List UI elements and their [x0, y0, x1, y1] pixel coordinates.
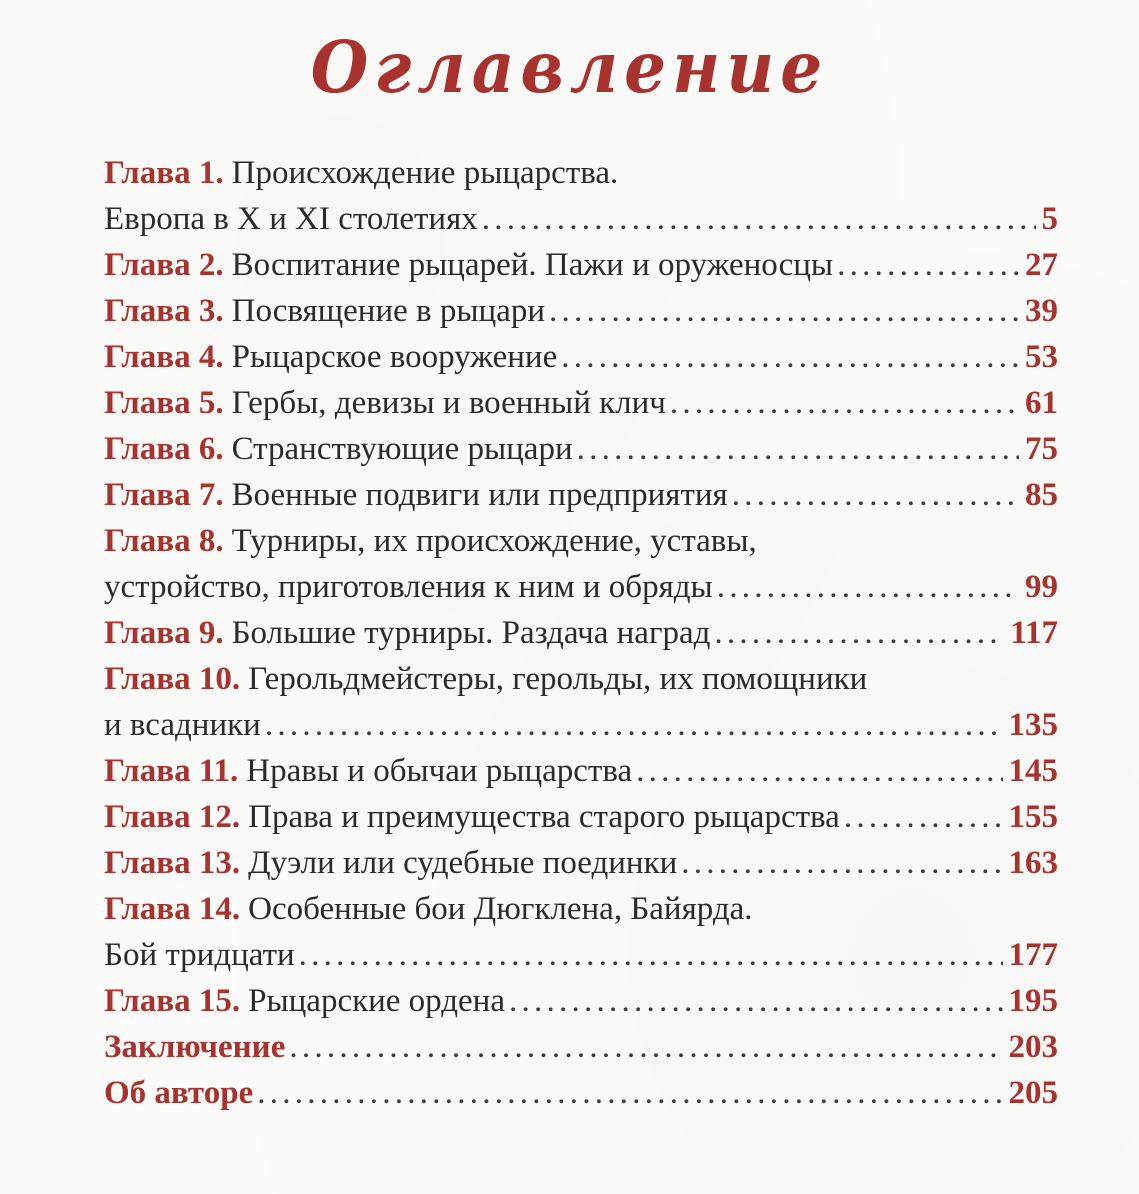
toc-entry[interactable] [104, 334, 1058, 380]
toc-page-number: 135 [1008, 707, 1058, 743]
toc-entry-title: Военные подвиги или предприятия [231, 477, 728, 513]
dot-leader [257, 1070, 1002, 1116]
toc-page-number: 117 [1010, 615, 1058, 651]
toc-entry[interactable] [104, 242, 1058, 288]
toc-entry-title: Нравы и обычаи рыцарства [246, 753, 633, 789]
toc-page-number: 85 [1025, 477, 1058, 513]
toc-entry-label: Глава 1. [104, 155, 224, 191]
toc-entry-label: Глава 5. [104, 385, 224, 421]
toc-entry[interactable] [104, 288, 1058, 334]
toc-entry-title: Особенные бои Дюгклена, Байярда. [248, 891, 753, 927]
table-of-contents [104, 150, 1058, 1116]
toc-entry[interactable] [104, 1024, 1058, 1070]
toc-page-number: 145 [1008, 753, 1058, 789]
toc-entry-title: Права и преимущества старого рыцарства [248, 799, 840, 835]
toc-entry-label: Глава 8. [104, 523, 224, 559]
toc-entry-title: и всадники [104, 707, 261, 743]
toc-page-number: 99 [1025, 569, 1058, 605]
toc-entry-label: Глава 6. [104, 431, 224, 467]
dot-leader [636, 748, 1002, 794]
toc-entry[interactable] [104, 150, 1058, 196]
toc-entry-label: Глава 4. [104, 339, 224, 375]
toc-page-number: 27 [1025, 247, 1058, 283]
dot-leader [549, 288, 1019, 334]
toc-page-number: 203 [1008, 1029, 1058, 1065]
toc-entry-label: Глава 7. [104, 477, 224, 513]
toc-entry-title: Происхождение рыцарства. [231, 155, 619, 191]
toc-entry[interactable] [104, 886, 1058, 932]
toc-page-number: 53 [1025, 339, 1058, 375]
toc-entry-title: Воспитание рыцарей. Пажи и оруженосцы [231, 247, 834, 283]
toc-entry[interactable] [104, 610, 1058, 656]
toc-page-number: 61 [1025, 385, 1058, 421]
toc-page-number: 177 [1008, 937, 1058, 973]
page-title: Оглавление [310, 24, 829, 110]
toc-entry-title: Посвящение в рыцари [231, 293, 545, 329]
toc-entry-label: Глава 14. [104, 891, 241, 927]
toc-entry-label: Глава 9. [104, 615, 224, 651]
toc-page-number: 39 [1025, 293, 1058, 329]
dot-leader [717, 564, 1019, 610]
toc-entry[interactable] [104, 978, 1058, 1024]
toc-entry-continuation [104, 932, 1058, 978]
toc-page-number: 5 [1041, 201, 1058, 237]
toc-entry-title: Странствующие рыцари [231, 431, 573, 467]
dot-leader [670, 380, 1019, 426]
toc-entry-title: Герольдмейстеры, герольды, их помощники [248, 661, 868, 697]
toc-entry-title: устройство, приготовления к ним и обряды [104, 569, 713, 605]
toc-entry-label: Глава 11. [104, 753, 239, 789]
toc-page-number: 205 [1008, 1075, 1058, 1111]
toc-entry[interactable] [104, 794, 1058, 840]
toc-entry[interactable] [104, 472, 1058, 518]
toc-entry[interactable] [104, 656, 1058, 702]
dot-leader [482, 196, 1036, 242]
toc-entry-title: Рыцарское вооружение [231, 339, 558, 375]
dot-leader [289, 1024, 1002, 1070]
toc-entry-continuation [104, 196, 1058, 242]
toc-page-number: 195 [1008, 983, 1058, 1019]
toc-page-number: 163 [1008, 845, 1058, 881]
toc-entry-title: Дуэли или судебные поединки [248, 845, 678, 881]
toc-entry-title: Рыцарские ордена [248, 983, 505, 1019]
toc-entry-label: Глава 3. [104, 293, 224, 329]
toc-entry-title: Европа в X и XI столетиях [104, 201, 478, 237]
toc-entry-label: Глава 13. [104, 845, 241, 881]
toc-entry-title: Турниры, их происхождение, уставы, [231, 523, 757, 559]
dot-leader [577, 426, 1019, 472]
toc-entry[interactable] [104, 380, 1058, 426]
toc-entry-continuation [104, 702, 1058, 748]
dot-leader [509, 978, 1003, 1024]
toc-page-number: 75 [1025, 431, 1058, 467]
dot-leader [714, 610, 1004, 656]
toc-entry[interactable] [104, 1070, 1058, 1116]
toc-entry-continuation [104, 564, 1058, 610]
toc-entry[interactable] [104, 748, 1058, 794]
dot-leader [844, 794, 1003, 840]
toc-entry-label: Об авторе [104, 1075, 254, 1111]
dot-leader [837, 242, 1019, 288]
toc-entry[interactable] [104, 426, 1058, 472]
dot-leader [732, 472, 1019, 518]
toc-entry[interactable] [104, 518, 1058, 564]
dot-leader [265, 702, 1003, 748]
toc-entry-label: Глава 2. [104, 247, 224, 283]
toc-entry-title: Гербы, девизы и военный клич [231, 385, 666, 421]
toc-entry-title: Большие турниры. Раздача наград [231, 615, 711, 651]
toc-entry-label: Глава 15. [104, 983, 241, 1019]
dot-leader [681, 840, 1002, 886]
toc-entry-label: Заключение [104, 1029, 286, 1065]
toc-entry[interactable] [104, 840, 1058, 886]
dot-leader [561, 334, 1019, 380]
toc-entry-label: Глава 12. [104, 799, 241, 835]
dot-leader [299, 932, 1003, 978]
toc-entry-title: Бой тридцати [104, 937, 295, 973]
toc-entry-label: Глава 10. [104, 661, 241, 697]
toc-page-number: 155 [1008, 799, 1058, 835]
